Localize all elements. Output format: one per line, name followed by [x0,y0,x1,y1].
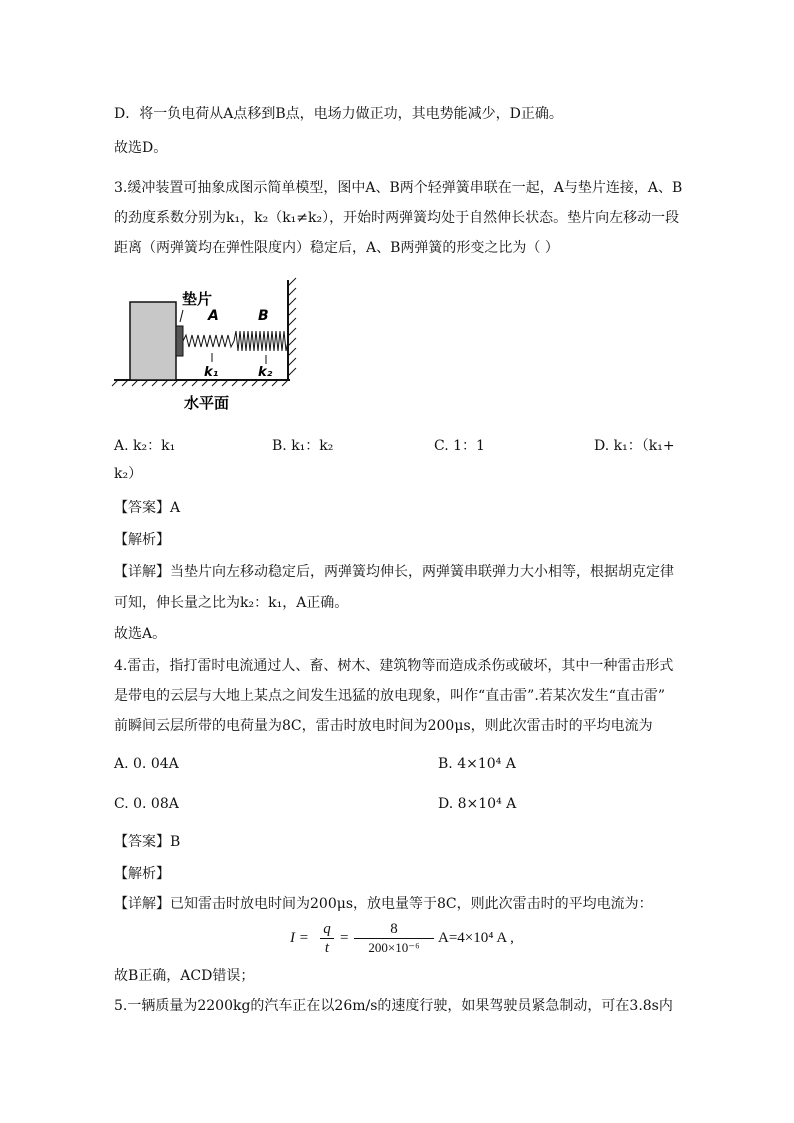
pad-label: 垫片 [182,290,213,308]
block [130,302,176,380]
conclusion-d: 故选D。 [114,140,168,156]
formula-t: t [324,940,330,956]
q3-conclusion: 故选A。 [114,626,167,642]
q3-analysis-heading: 【解析】 [114,532,170,548]
q3-line-2: 的劲度系数分别为k₁，k₂（k₁≠k₂），开始时两弹簧均处于自然伸长状态。垫片向左移动一段 [114,210,680,226]
q4-option-b: B. 4×10⁴ A [438,756,516,772]
q4-conclusion: 故B正确，ACD错误； [114,968,255,984]
q4-line-1: 4.雷击，指打雷时电流通过人、畜、树木、建筑物等而造成杀伤或破坏，其中一种雷击形式 [114,658,674,674]
k2-label: k₂ [258,365,273,380]
formula-numerator: 8 [354,920,434,939]
formula-denominator: 200×10⁻⁶ [368,940,420,955]
fraction-q-over-t [320,920,334,957]
q3-detail-line-1: 【详解】当垫片向左移动稳定后，两弹簧均伸长，两弹簧串联弹力大小相等，根据胡克定律 [114,564,674,580]
spring-a [183,335,234,347]
q5-line-1: 5.一辆质量为2200kg的汽车正在以26m/s的速度行驶，如果驾驶员紧急制动，可在3.8s内 [114,998,673,1014]
wall-hatch [288,278,296,376]
spring-b-label: B [258,308,269,324]
k1-label: k₁ [204,365,219,380]
current-formula [290,918,550,960]
q4-line-2: 是带电的云层与大地上某点之间发生迅猛的放电现象，叫作“直击雷”.若某次发生“直击雷” [114,688,666,704]
q4-option-d: D. 8×10⁴ A [438,796,517,812]
q4-line-3: 前瞬间云层所带的电荷量为8C，雷击时放电时间为200μs，则此次雷击时的平均电流为 [114,718,653,734]
option-d-text: D．将一负电荷从A点移到B点，电场力做正功，其电势能减少，D正确。 [114,106,563,122]
q4-option-a: A. 0. 04A [114,756,179,772]
q3-line-3: 距离（两弹簧均在弹性限度内）稳定后，A、B两弹簧的形变之比为（ ） [114,240,559,256]
q3-option-a: A. k₂：k₁ [114,438,176,454]
spring-figure [110,276,300,416]
pad-pointer [180,310,183,322]
formula-lhs: I = [290,930,309,946]
q3-detail-line-2: 可知，伸长量之比为k₂：k₁，A正确。 [114,595,349,611]
q4-analysis-heading: 【解析】 [114,866,170,882]
q4-option-c: C. 0. 08A [114,796,179,812]
formula-rhs: A=4×10⁴ A , [438,930,514,946]
q4-answer: 【答案】B [114,834,181,850]
ground-label: 水平面 [184,394,230,412]
pad [176,326,183,356]
q3-option-d-cont: k₂） [114,466,143,482]
spring-b [234,331,288,351]
spring-a-label: A [208,308,219,324]
formula-q: q [320,920,334,939]
fraction-value [354,920,434,957]
q3-option-b: B. k₁：k₂ [272,438,334,454]
q3-option-d: D. k₁：（k₁+ [594,438,675,454]
q4-detail: 【详解】已知雷击时放电时间为200μs，放电量等于8C，则此次雷击时的平均电流为： [114,896,653,912]
q3-line-1: 3.缓冲装置可抽象成图示简单模型，图中A、B两个轻弹簧串联在一起，A与垫片连接，A、B [114,180,683,196]
q3-answer: 【答案】A [114,500,181,516]
formula-equals: = [340,930,349,946]
q3-option-c: C. 1：1 [434,438,485,454]
